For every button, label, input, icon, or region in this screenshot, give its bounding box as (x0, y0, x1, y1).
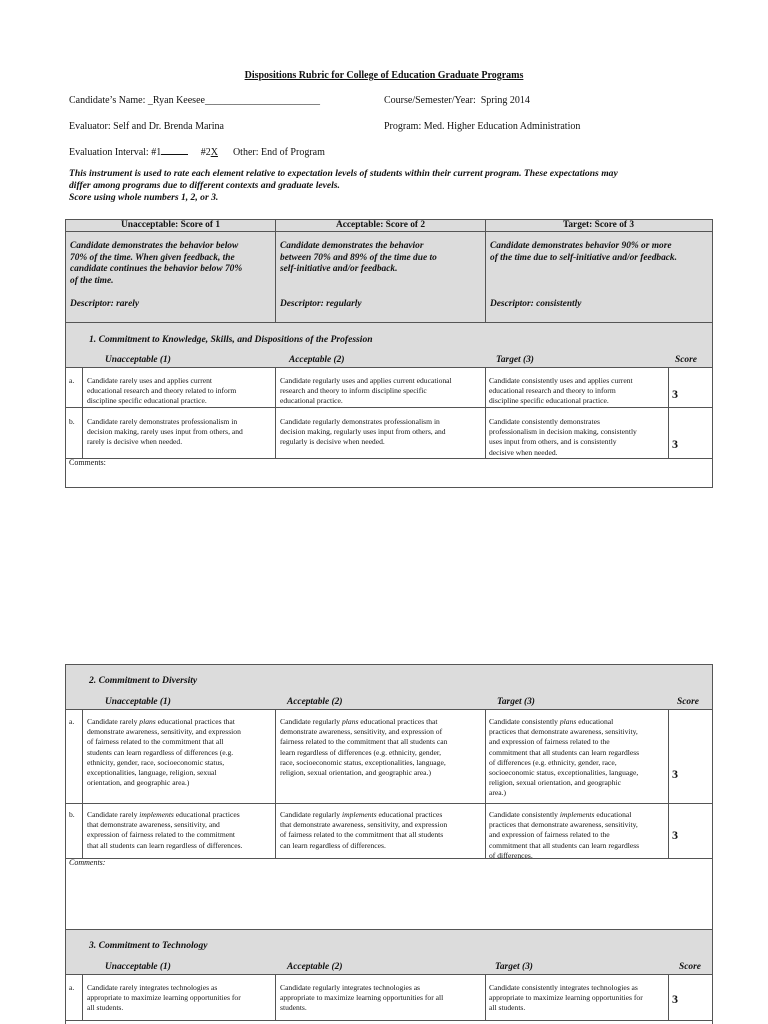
instructions-line-3: Score using whole numbers 1, 2, or 3. (69, 192, 219, 203)
emphasis-text: implements (139, 810, 174, 819)
course-semester-year (384, 95, 530, 106)
cell-line: students can learn regardless of differences (e.g. (87, 747, 234, 757)
sub-target: Target (3) (495, 962, 533, 972)
cell-line: commitment that all students can learn regardless (489, 747, 640, 757)
scale-desc-target (490, 241, 710, 264)
cell-line: of fairness related to the commitment that all (87, 737, 224, 747)
s2b-score: 3 (672, 828, 678, 842)
candidate-value: _Ryan Keesee_______________________ (147, 95, 320, 106)
program (384, 121, 580, 132)
section-3-heading: 3. Commitment to Technology (89, 940, 208, 951)
cell-line: Candidate rarely integrates technologies as (87, 983, 218, 992)
program-value: Med. Higher Education Administration (423, 121, 581, 132)
cell-line: Candidate regularly plans educational practices that (280, 717, 438, 726)
emphasis-text: plans (559, 717, 577, 726)
sub-unacceptable: Unacceptable (1) (105, 355, 171, 365)
descriptor-regularly: Descriptor: regularly (280, 299, 362, 309)
sub-target: Target (3) (496, 355, 534, 365)
interval-2-mark: X (210, 147, 218, 158)
scale-desc-acceptable (280, 241, 485, 276)
s2a-score: 3 (672, 767, 678, 781)
scale-header-target: Target: Score of 3 (562, 220, 635, 230)
cell-line: decision making, rarely uses input from others, and (87, 427, 243, 437)
cell-line: demonstrate awareness, sensitivity, and expression of (280, 727, 443, 737)
cell-line: of fairness related to the commitment that all students (280, 830, 444, 840)
s1-comments-label: Comments: (69, 458, 106, 467)
scale-header-unacceptable: Unacceptable: Score of 1 (120, 220, 221, 230)
evaluator (69, 121, 224, 132)
desc-line: Candidate demonstrates behavior 90% or more (490, 241, 672, 251)
cell-line: Candidate consistently demonstrates (489, 417, 600, 426)
interval-label: Evaluation Interval: (69, 147, 149, 158)
sub-target: Target (3) (497, 697, 535, 707)
cell-line: religion, sexual orientation, and geographic (489, 778, 622, 788)
desc-line: 70% of the time. When given feedback, the (70, 252, 235, 263)
cell-line: Candidate consistently integrates technologies as (489, 983, 638, 992)
cell-line: that demonstrate awareness, sensitivity, and (87, 820, 220, 830)
row-label-b: b. (69, 417, 75, 426)
desc-line: of the time. (70, 275, 114, 286)
cell-line: practices that demonstrate awareness, sensitivity, (489, 820, 638, 830)
s3a-score: 3 (672, 992, 678, 1006)
s2b-unacceptable (87, 810, 275, 851)
cell-line: socioeconomic status, exceptionalities, language, (489, 768, 639, 778)
cell-line: Candidate rarely plans educational practices that (87, 717, 235, 726)
cell-line: that demonstrate awareness, sensitivity, and expression (280, 820, 448, 830)
desc-line: Candidate demonstrates the behavior below (70, 241, 239, 251)
cell-line: decision making, regularly uses input from others, and (280, 427, 446, 437)
cell-line: discipline specific educational practice. (87, 396, 207, 406)
cell-line: Candidate consistently plans educational (489, 717, 614, 726)
sub-acceptable: Acceptable (2) (287, 697, 343, 707)
evaluator-value: Self and Dr. Brenda Marina (113, 121, 224, 132)
desc-line: candidate continues the behavior below 70% (70, 264, 243, 274)
cell-line: can learn regardless of differences. (280, 840, 386, 850)
evaluation-interval (69, 145, 325, 158)
row-label-a: a. (69, 376, 75, 385)
cell-line: professionalism in decision making, consistently (489, 427, 637, 437)
cell-line: Candidate regularly demonstrates professionalism in (280, 417, 440, 426)
sub-score: Score (679, 962, 701, 972)
cell-line: appropriate to maximize learning opportunities for (87, 993, 241, 1003)
instructions-line-2: differ among programs due to different contexts and graduate levels. (69, 180, 340, 191)
cell-line: educational practice. (280, 396, 343, 406)
cell-line: discipline specific educational practice. (489, 396, 609, 406)
s1a-target (489, 376, 667, 407)
section-1-heading: 1. Commitment to Knowledge, Skills, and Dispositions of the Profession (89, 334, 373, 345)
sub-acceptable: Acceptable (2) (289, 355, 345, 365)
cell-line: orientation, and geographic area.) (87, 778, 190, 788)
desc-line: between 70% and 89% of the time due to (280, 252, 437, 263)
interval-1: #1 (151, 147, 162, 158)
cell-line: decisive when needed. (489, 447, 558, 457)
interval-other: Other: End of Program (232, 147, 325, 158)
scale-desc-unacceptable (70, 241, 275, 287)
s1b-acceptable (280, 417, 485, 448)
emphasis-text: implements (342, 810, 377, 819)
instructions-line-1: This instrument is used to rate each element relative to expectation levels of students within their current program. These expectations may (69, 168, 618, 179)
cell-line: practices that demonstrate awareness, sensitivity, (489, 727, 638, 737)
cell-line: rarely is decisive when needed. (87, 437, 183, 447)
cell-line: appropriate to maximize learning opportunities for (489, 993, 643, 1003)
s1a-unacceptable (87, 376, 275, 407)
cell-line: and expression of fairness related to the (489, 737, 610, 747)
s3a-target (489, 983, 667, 1014)
s3a-unacceptable (87, 983, 275, 1014)
cell-line: all students. (489, 1003, 526, 1013)
s1a-score: 3 (672, 387, 678, 401)
desc-line: Candidate demonstrates the behavior (280, 241, 424, 251)
cell-line: Candidate regularly integrates technologies as (280, 983, 421, 992)
row-label-a: a. (69, 717, 75, 726)
emphasis-text: plans (139, 717, 156, 726)
cell-line: and expression of fairness related to the (489, 830, 610, 840)
course-label: Course/Semester/Year: (384, 95, 476, 106)
s2a-acceptable (280, 717, 485, 778)
interval-2: #2 (200, 147, 211, 158)
desc-line: self-initiative and/or feedback. (280, 264, 398, 274)
s2b-acceptable (280, 810, 485, 851)
candidate-label: Candidate’s Name: (69, 95, 146, 106)
s1b-target (489, 417, 667, 458)
cell-line: educational research and theory related to inform (87, 386, 237, 396)
s3a-acceptable (280, 983, 485, 1014)
cell-line: Candidate rarely demonstrates professionalism in (87, 417, 238, 426)
cell-line: Candidate rarely uses and applies current (87, 376, 213, 385)
row-label-a: a. (69, 983, 75, 992)
cell-line: area.) (489, 788, 507, 798)
cell-line: educational research and theory to inform (489, 386, 616, 396)
cell-line: uses input from others, and is consistently (489, 437, 617, 447)
s1b-unacceptable (87, 417, 275, 448)
evaluator-label: Evaluator: (69, 121, 111, 132)
cell-line: of differences. (489, 850, 533, 860)
emphasis-text: plans (342, 717, 359, 726)
s1a-acceptable (280, 376, 485, 407)
candidate-name (69, 95, 320, 106)
descriptor-rarely: Descriptor: rarely (70, 299, 139, 309)
program-label: Program: (384, 121, 422, 132)
cell-line: fairness related to the commitment that all students can (280, 737, 448, 747)
cell-line: students. (280, 1003, 307, 1013)
s2a-unacceptable-lines (87, 717, 275, 788)
s2-comments-label: Comments: (69, 858, 106, 867)
cell-line: Candidate rarely implements educational practices (87, 810, 240, 819)
sub-unacceptable: Unacceptable (1) (105, 962, 171, 972)
s2a-target (489, 717, 667, 799)
sub-score: Score (677, 697, 699, 707)
sub-unacceptable: Unacceptable (1) (105, 697, 171, 707)
instructions (69, 168, 719, 204)
cell-line: Candidate regularly uses and applies current educational (280, 376, 452, 385)
cell-line: Candidate consistently uses and applies current (489, 376, 633, 385)
descriptor-consistently: Descriptor: consistently (490, 299, 582, 309)
cell-line: commitment that all students can learn regardless (489, 840, 640, 850)
section-2-heading: 2. Commitment to Diversity (89, 675, 198, 686)
cell-line: Candidate regularly implements educational practices (280, 810, 443, 819)
sub-score: Score (675, 355, 697, 365)
course-value: Spring 2014 (480, 95, 530, 106)
cell-line: regularly is decisive when needed. (280, 437, 385, 447)
cell-line: exceptionalities, language, religion, sexual (87, 768, 217, 778)
document-title: Dispositions Rubric for College of Education Graduate Programs (244, 70, 524, 81)
cell-line: expression of fairness related to the commitment (87, 830, 236, 840)
s2b-target (489, 810, 667, 861)
cell-line: appropriate to maximize learning opportunities for all (280, 993, 444, 1003)
desc-line: of the time due to self-initiative and/or feedback. (490, 252, 677, 263)
cell-line: Candidate consistently implements educational (489, 810, 632, 819)
s1b-score: 3 (672, 437, 678, 451)
cell-line: of differences (e.g. ethnicity, gender, race, (489, 757, 617, 767)
cell-line: that all students can learn regardless of differences. (87, 840, 243, 850)
scale-header-acceptable: Acceptable: Score of 2 (335, 220, 426, 230)
cell-line: race, socioeconomic status, exceptionalities, language, (280, 757, 446, 767)
cell-line: ethnicity, gender, race, socioeconomic status, (87, 757, 225, 767)
sub-acceptable: Acceptable (2) (287, 962, 343, 972)
interval-1-blank (161, 145, 188, 155)
cell-line: religion, sexual orientation, and geographic area.) (280, 768, 431, 778)
cell-line: demonstrate awareness, sensitivity, and expression (87, 727, 241, 737)
cell-line: research and theory to inform discipline specific (280, 386, 427, 396)
row-label-b: b. (69, 810, 75, 819)
cell-line: learn regardless of differences (e.g. ethnicity, gender, (280, 747, 441, 757)
emphasis-text: implements (559, 810, 595, 819)
cell-line: all students. (87, 1003, 124, 1013)
